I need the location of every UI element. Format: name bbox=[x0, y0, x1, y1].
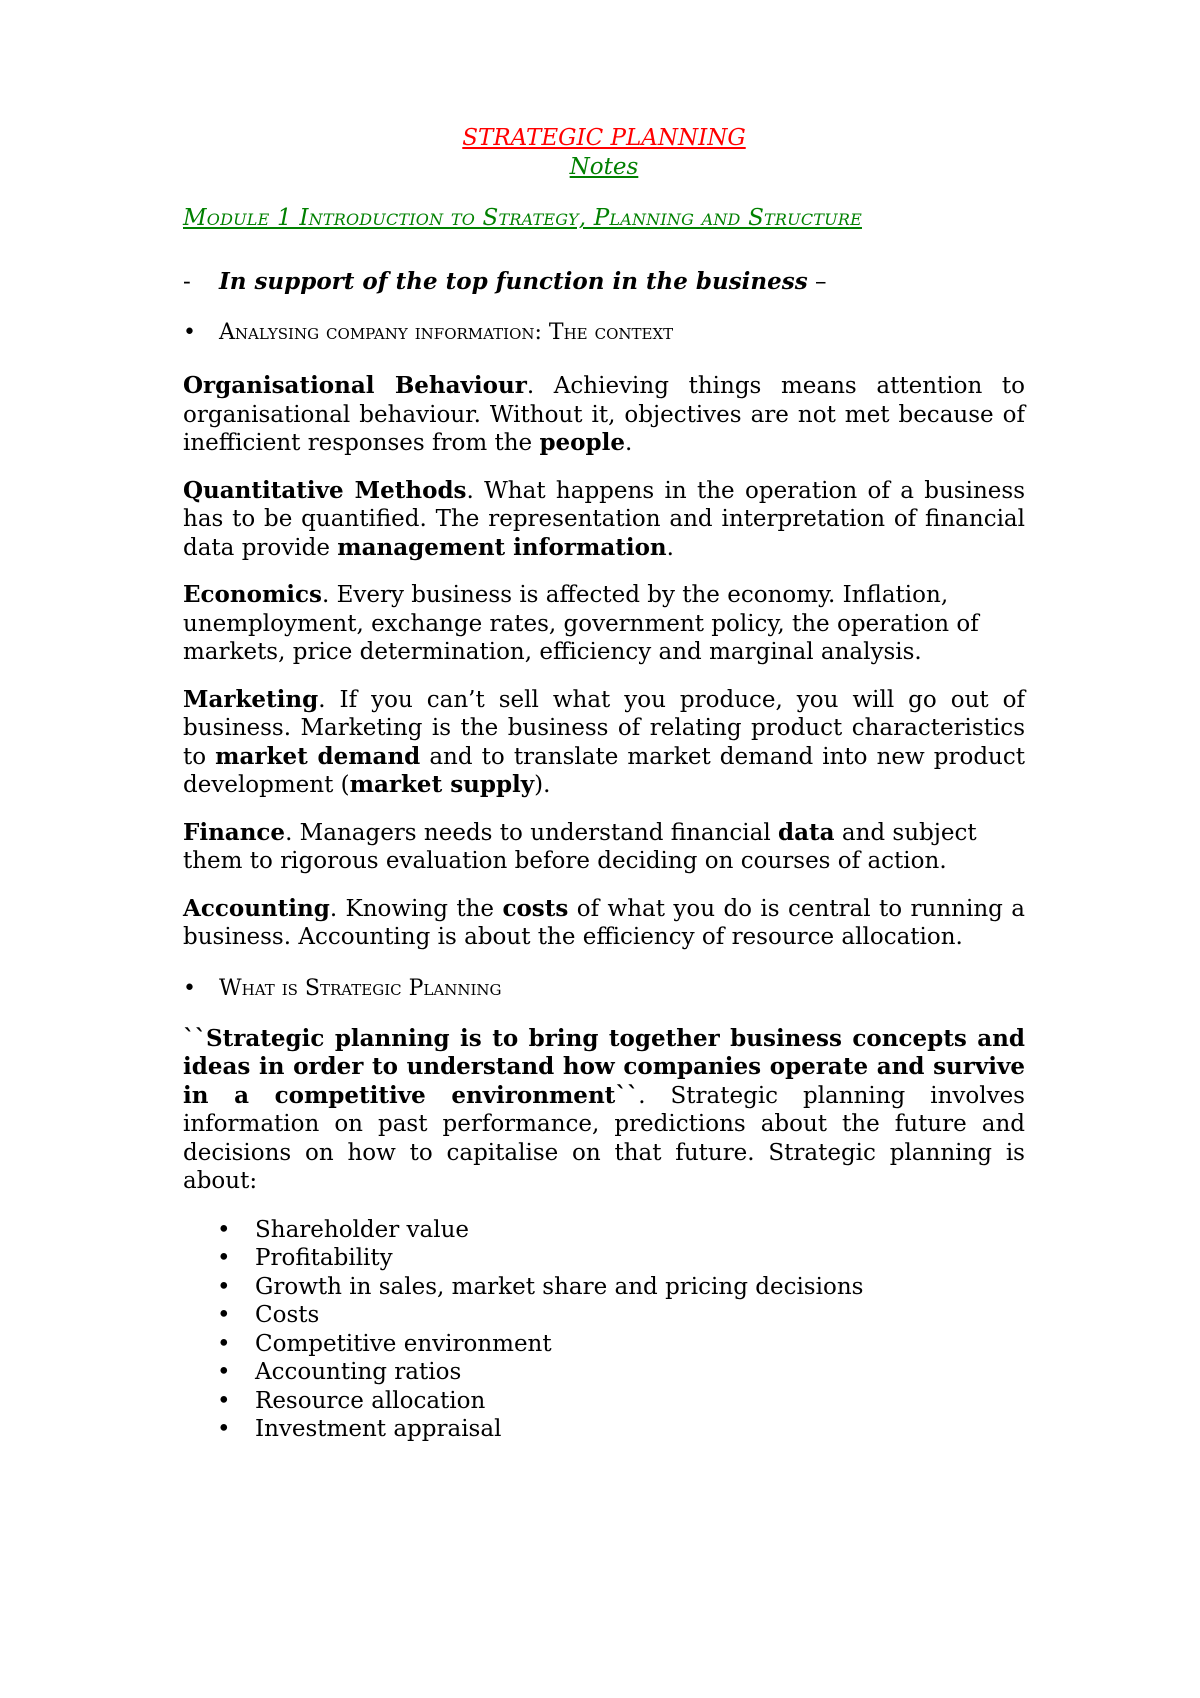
paragraph-text: . bbox=[624, 430, 633, 456]
paragraph-text: . If you can’t sell what you produce, you will go out of business. Marketing is the business of relating product characteristics to bbox=[183, 686, 1025, 770]
emphasis: market supply bbox=[349, 771, 535, 798]
dash-marker: - bbox=[183, 269, 191, 295]
bullet-icon: • bbox=[183, 320, 196, 345]
list-item-text: Profitability bbox=[255, 1245, 393, 1271]
paragraph-text: . Every business is affected by the economy. Inflation, unemployment, exchange rates, government policy, the operation of markets, price determination, efficiency and marginal analysis. bbox=[183, 582, 979, 665]
bullet-icon: • bbox=[217, 1216, 231, 1243]
strategic-planning-list bbox=[183, 1216, 1025, 1444]
document-content bbox=[183, 124, 1025, 1444]
bullet-icon: • bbox=[217, 1273, 231, 1300]
paragraph-text: . What happens in the operation of a business has to be quantified. The representation and interpretation of financial data provide bbox=[183, 477, 1025, 561]
list-item bbox=[183, 1244, 1025, 1273]
term: Economics bbox=[183, 581, 322, 608]
list-item bbox=[183, 1415, 1025, 1444]
module-heading: Module 1 Introduction to Strategy, Planning and Structure bbox=[183, 205, 862, 231]
paragraph-text: . Managers needs to understand financial bbox=[285, 819, 779, 846]
definition-quote: ``Strategic planning is to bring together business concepts and ideas in order to understand how companies operate and survive in a competitive environment`` bbox=[183, 1024, 1025, 1109]
document-title: STRATEGIC PLANNING bbox=[462, 125, 746, 151]
support-line-text: In support of the top function in the business bbox=[219, 268, 808, 295]
list-item-text: Competitive environment bbox=[255, 1330, 552, 1357]
section-heading-text: What is Strategic Planning bbox=[219, 975, 502, 1001]
list-item bbox=[183, 1330, 1025, 1359]
term: Marketing bbox=[183, 685, 319, 713]
support-line-trail: – bbox=[807, 269, 827, 295]
paragraph-text: . Strategic planning involves information on past performance, predictions about the future and decisions on how to capitalise on that future. Strategic planning is about: bbox=[183, 1082, 1025, 1194]
section-heading-text: Analysing company information: The context bbox=[219, 320, 674, 345]
list-item-text: Investment appraisal bbox=[255, 1416, 502, 1442]
bullet-icon: • bbox=[217, 1330, 231, 1357]
bullet-icon: • bbox=[217, 1359, 231, 1385]
section-heading-strategic-planning bbox=[183, 975, 1025, 1003]
support-line bbox=[183, 268, 1025, 296]
list-item bbox=[183, 1387, 1025, 1416]
paragraph-text: and subject them to rigorous evaluation before deciding on courses of action. bbox=[183, 819, 977, 874]
paragraph-organisational-behaviour bbox=[183, 372, 1025, 458]
document-subtitle: Notes bbox=[569, 154, 639, 180]
list-item-text: Accounting ratios bbox=[255, 1359, 462, 1385]
list-item bbox=[183, 1216, 1025, 1245]
term: Organisational Behaviour bbox=[183, 372, 527, 399]
term: Finance bbox=[183, 818, 286, 846]
list-item-text: Costs bbox=[255, 1302, 320, 1328]
paragraph-accounting bbox=[183, 895, 1025, 952]
bullet-icon: • bbox=[217, 1416, 231, 1442]
emphasis: people bbox=[539, 429, 625, 456]
bullet-icon: • bbox=[183, 975, 196, 1001]
emphasis: costs bbox=[502, 894, 569, 922]
list-item bbox=[183, 1358, 1025, 1387]
paragraph-text: . Achieving things means attention to organisational behaviour. Without it, objectives are not met because of inefficient responses from the bbox=[183, 373, 1025, 456]
paragraph-economics bbox=[183, 581, 1025, 667]
paragraph-finance bbox=[183, 819, 1025, 876]
term: Accounting bbox=[183, 894, 330, 922]
bullet-icon: • bbox=[217, 1245, 231, 1271]
list-item-text: Growth in sales, market share and pricing decisions bbox=[255, 1273, 864, 1300]
paragraph-text: . bbox=[666, 534, 674, 561]
paragraph-strategic-planning-definition bbox=[183, 1025, 1025, 1196]
section-heading-context bbox=[183, 319, 1025, 347]
paragraph-text: . Knowing the bbox=[329, 895, 503, 922]
emphasis: market demand bbox=[215, 742, 421, 770]
list-item-text: Resource allocation bbox=[255, 1387, 486, 1414]
paragraph-marketing bbox=[183, 686, 1025, 800]
paragraph-text: of what you do is central to running a business. Accounting is about the efficiency of resource allocation. bbox=[183, 895, 1025, 950]
term: Quantitative Methods bbox=[183, 476, 467, 504]
bullet-icon: • bbox=[217, 1387, 231, 1414]
paragraph-text: and to translate market demand into new product development ( bbox=[183, 743, 1025, 798]
list-item-text: Shareholder value bbox=[255, 1216, 470, 1243]
emphasis: data bbox=[778, 818, 835, 846]
list-item bbox=[183, 1273, 1025, 1302]
emphasis: management information bbox=[337, 533, 667, 561]
bullet-icon: • bbox=[217, 1302, 231, 1328]
list-item bbox=[183, 1301, 1025, 1330]
paragraph-text: ). bbox=[534, 772, 551, 798]
paragraph-quantitative-methods bbox=[183, 477, 1025, 563]
